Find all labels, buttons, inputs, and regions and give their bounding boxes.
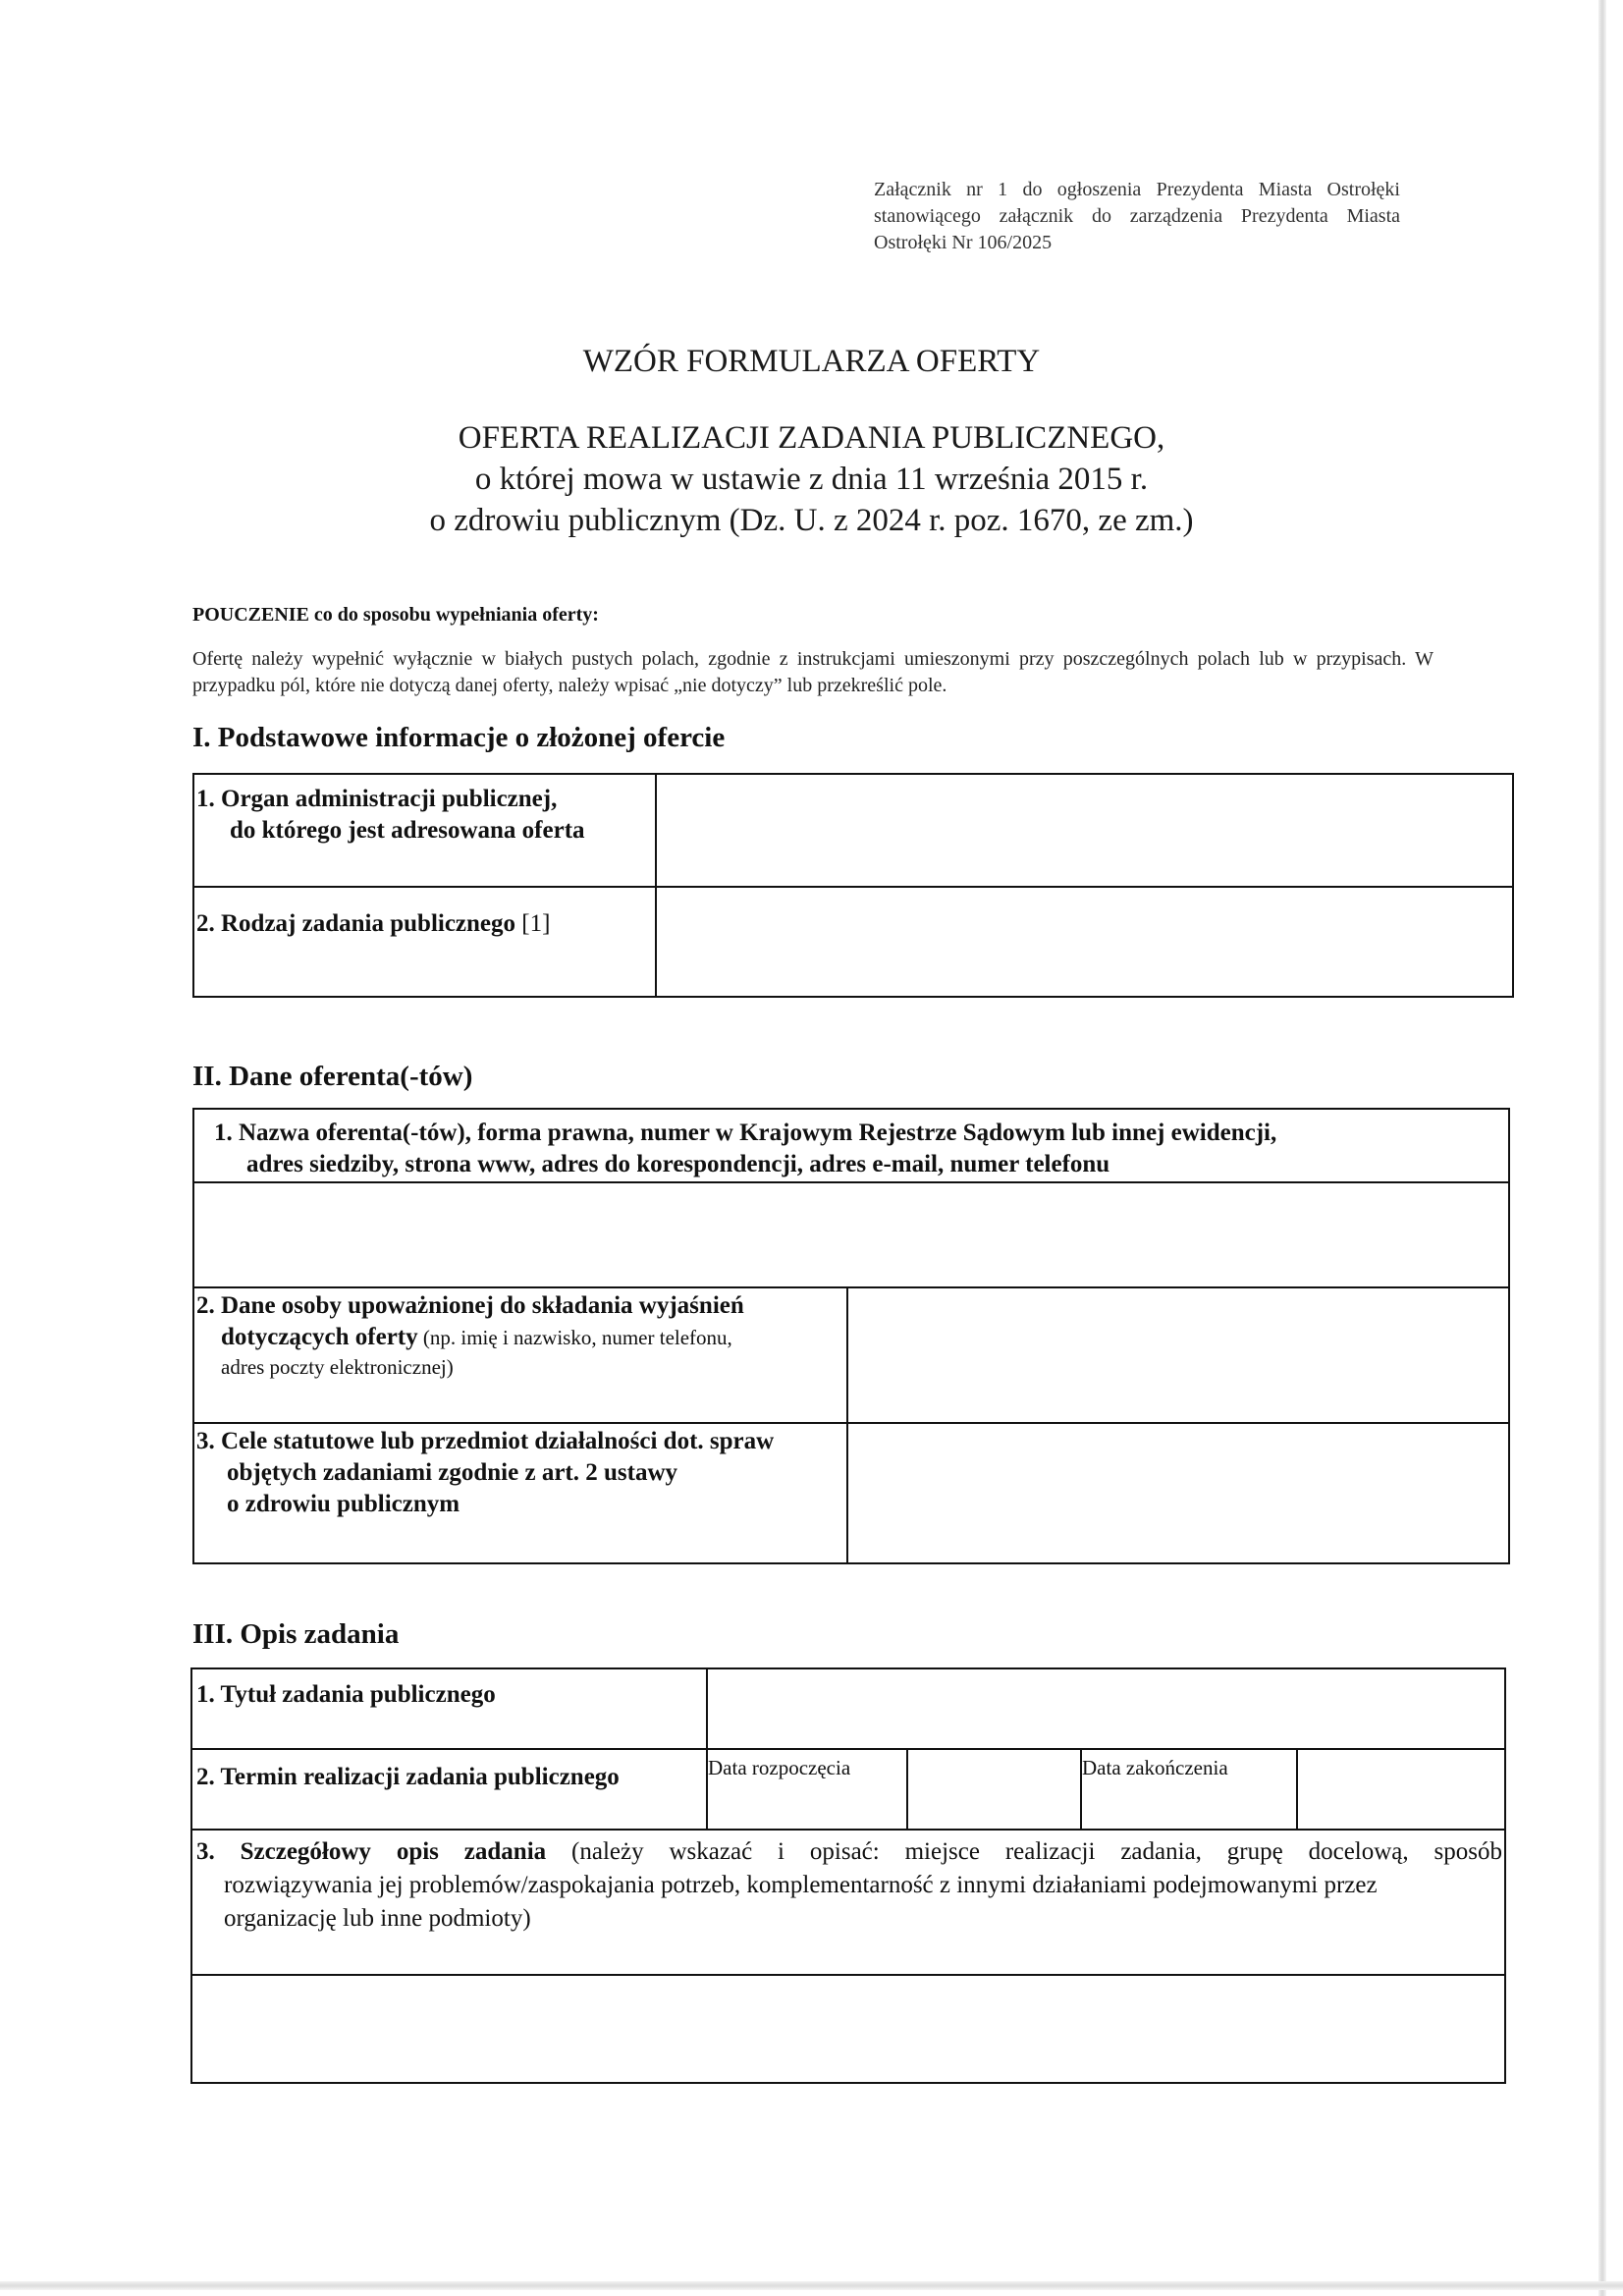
organ-label-line-2: do którego jest adresowana oferta — [230, 817, 585, 844]
statutory-goals-label-line-1: 3. Cele statutowe lub przedmiot działalności dot. spraw — [196, 1428, 775, 1454]
section-3-row-divider-2 — [190, 1829, 1506, 1831]
instructions-text: Ofertę należy wypełnić wyłącznie w białych pustych polach, zgodnie z instrukcjami umieszonymi przy poszczególnych polach lub w przypisach. W przypadku pól, które nie dotyczą danej oferty, należy wpisać „nie dotyczy” lub przekreślić pole. — [192, 648, 1434, 696]
task-title-field[interactable] — [710, 1671, 1502, 1746]
section-2-divider — [846, 1286, 848, 1564]
authorized-person-label-line-2 — [221, 1322, 732, 1353]
offeror-name-field[interactable] — [196, 1185, 1506, 1285]
statutory-goals-label-line-2: objętych zadaniami zgodnie z art. 2 ustawy — [227, 1459, 677, 1486]
authorized-person-field[interactable] — [850, 1290, 1506, 1420]
offer-title: OFERTA REALIZACJI ZADANIA PUBLICZNEGO, — [458, 420, 1165, 456]
task-description-rest: (należy wskazać i opisać: miejsce realizacji zadania, grupę docelową, sposób — [546, 1838, 1503, 1865]
scan-edge-bottom — [0, 2281, 1623, 2290]
section-3-row-divider-1 — [190, 1748, 1506, 1750]
statutory-goals-label-line-3: o zdrowiu publicznym — [227, 1491, 460, 1517]
task-title-label: 1. Tytuł zadania publicznego — [196, 1681, 496, 1708]
task-description-field[interactable] — [194, 1978, 1502, 2080]
start-date-field[interactable] — [908, 1752, 1078, 1827]
section-3-divider-main — [706, 1667, 708, 1829]
section-3-row-divider-3 — [190, 1974, 1506, 1976]
task-description-bold: 3. Szczegółowy opis zadania — [196, 1838, 547, 1865]
statutory-goals-field[interactable] — [850, 1426, 1506, 1560]
organ-field[interactable] — [659, 777, 1510, 884]
task-description-label-line-3: organizację lub inne podmioty) — [224, 1905, 531, 1932]
task-period-label: 2. Termin realizacji zadania publicznego — [196, 1764, 620, 1790]
attachment-note — [874, 177, 1400, 256]
end-date-field[interactable] — [1298, 1752, 1502, 1827]
form-title: WZÓR FORMULARZA OFERTY — [582, 344, 1041, 379]
section-2-row-divider-3 — [192, 1422, 1510, 1424]
authorized-person-label-line-3: adres poczty elektronicznej) — [221, 1355, 454, 1379]
authorized-person-bold: dotyczących oferty — [221, 1324, 418, 1350]
section-2-row-divider-1 — [192, 1181, 1510, 1183]
law-line-1: o której mowa w ustawie z dnia 11 września 2015 r. — [474, 462, 1149, 497]
task-type-label — [196, 908, 550, 940]
law-line-2: o zdrowiu publicznym (Dz. U. z 2024 r. poz. 1670, ze zm.) — [429, 503, 1194, 538]
offeror-name-label-line-2: adres siedziby, strona www, adres do korespondencji, adres e-mail, numer telefonu — [246, 1151, 1110, 1177]
section-1-row-divider — [192, 886, 1514, 888]
start-date-label: Data rozpoczęcia — [708, 1756, 851, 1779]
task-type-footnote: [1] — [521, 910, 551, 937]
attachment-line-3: Ostrołęki Nr 106/2025 — [874, 232, 1053, 253]
offeror-name-label-line-1: 1. Nazwa oferenta(-tów), forma prawna, numer w Krajowym Rejestrze Sądowym lub innej ewidencji, — [214, 1120, 1277, 1146]
section-2-row-divider-2 — [192, 1286, 1510, 1288]
section-2-title: II. Dane oferenta(-tów) — [192, 1061, 473, 1092]
authorized-person-label-line-1: 2. Dane osoby upoważnionej do składania wyjaśnień — [196, 1292, 744, 1319]
section-1-title: I. Podstawowe informacje o złożonej ofercie — [192, 722, 726, 753]
instructions-title: POUCZENIE co do sposobu wypełniania oferty: — [192, 604, 599, 626]
attachment-line-2: stanowiącego załącznik do zarządzenia Prezydenta Miasta — [874, 205, 1400, 227]
section-3-title: III. Opis zadania — [192, 1618, 400, 1650]
task-description-label-line-1 — [196, 1836, 1502, 1868]
task-description-label-line-2: rozwiązywania jej problemów/zaspokajania potrzeb, komplementarność z innymi działaniami podejmowanymi przez — [224, 1872, 1378, 1898]
task-type-field[interactable] — [659, 890, 1510, 994]
authorized-person-note: (np. imię i nazwisko, numer telefonu, — [417, 1326, 732, 1349]
task-type-label-text: 2. Rodzaj zadania publicznego — [196, 910, 516, 937]
organ-label-line-1: 1. Organ administracji publicznej, — [196, 786, 558, 812]
attachment-line-1: Załącznik nr 1 do ogłoszenia Prezydenta Miasta Ostrołęki — [874, 179, 1400, 200]
end-date-label: Data zakończenia — [1082, 1756, 1228, 1779]
